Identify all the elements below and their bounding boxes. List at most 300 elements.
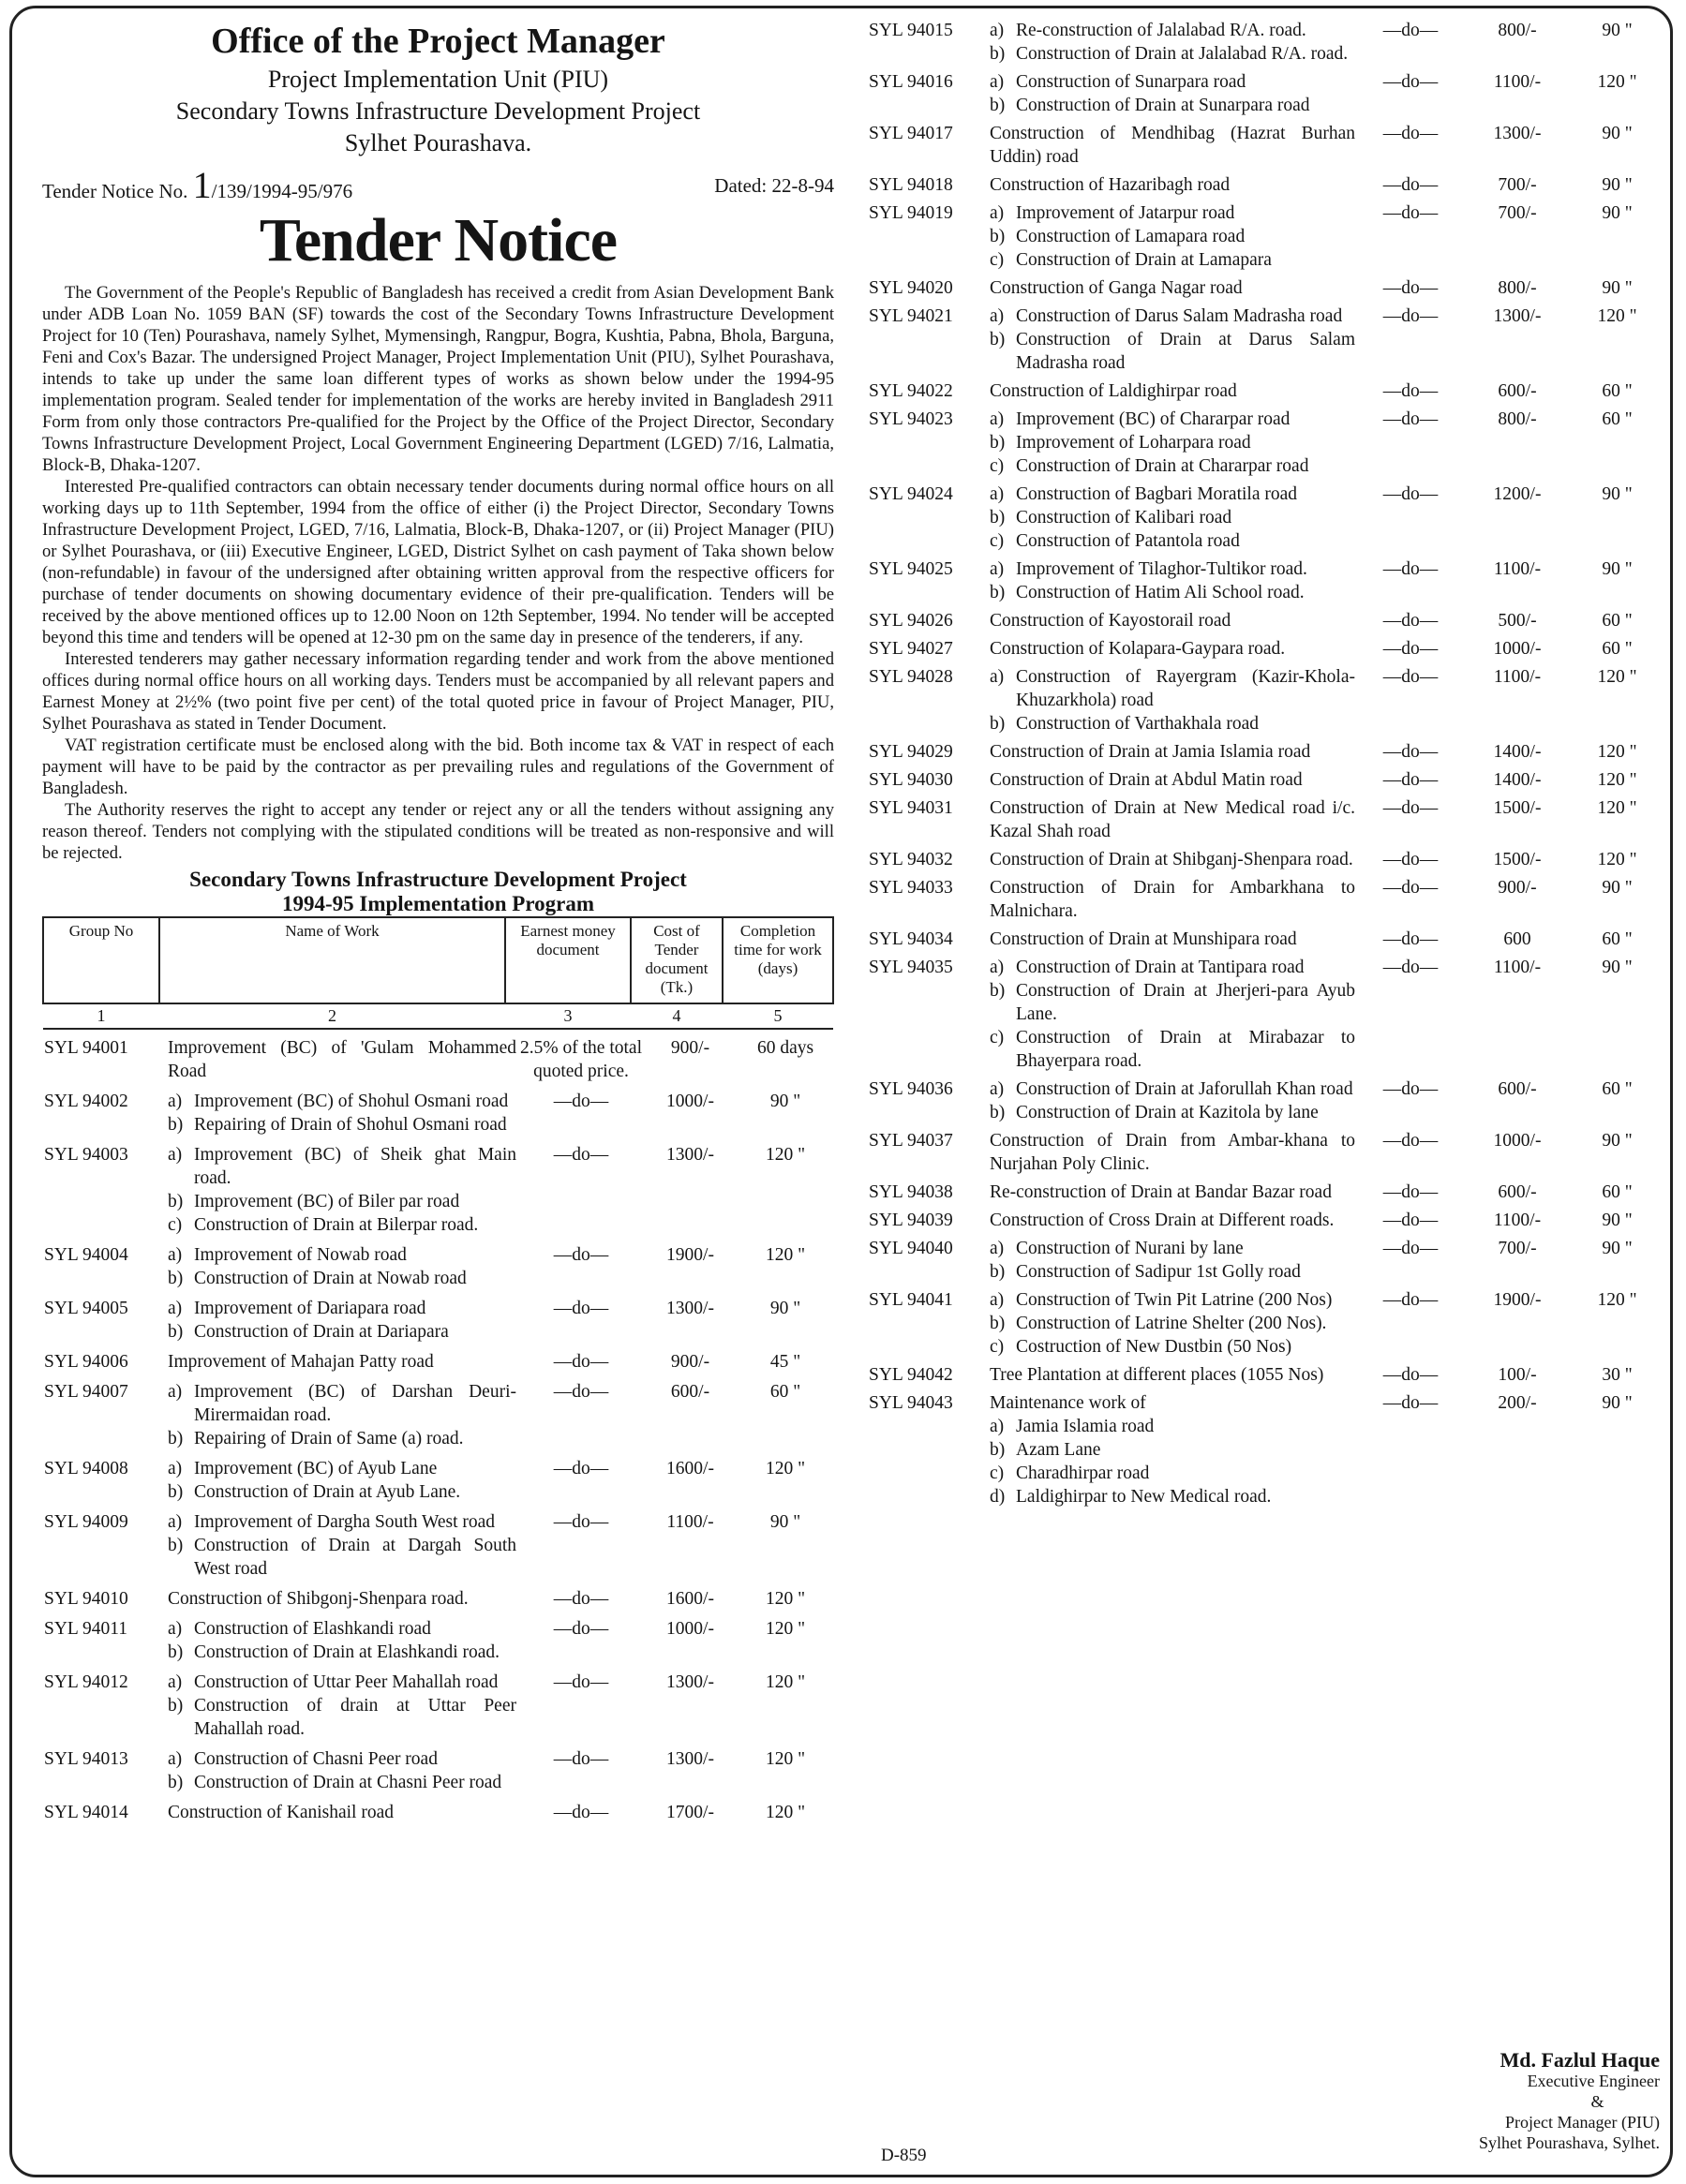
earnest-money: —do— (1382, 306, 1439, 326)
item-letter: b) (990, 1314, 1006, 1333)
earnest-money: —do— (553, 1619, 609, 1639)
work-item (990, 1485, 1355, 1508)
completion-time: 60 " (1602, 1182, 1633, 1202)
work-name (988, 792, 1357, 843)
item-text: Construction of Drain at Elashkandi road. (194, 1642, 500, 1662)
item-letter: c) (990, 1028, 1005, 1047)
program-title: Secondary Towns Infrastructure Development Project 1994-95 Implementation Program (189, 868, 687, 915)
item-text: Construction of Drain at Jamia Islamia road (990, 742, 1311, 762)
completion-time: 60 days (756, 1038, 814, 1058)
item-text: Construction of Ganga Nagar road (990, 278, 1243, 298)
item-text: Improvement (BC) of Shohul Osmani road (194, 1092, 509, 1111)
work-item (990, 581, 1355, 604)
item-text: Construction of Bagbari Moratila road (1016, 484, 1298, 504)
group-number: SYL 94012 (44, 1672, 128, 1692)
work-item (990, 1129, 1355, 1176)
item-text: Construction of Uttar Peer Mahallah road (194, 1672, 499, 1692)
work-item (990, 1363, 1355, 1387)
completion-time: 90 " (1602, 175, 1633, 195)
item-text: Construction of Drain at Sunarpara road (1016, 96, 1310, 115)
tender-cost: 600 (1503, 929, 1531, 949)
ad-code: D-859 (881, 2146, 927, 2165)
col-header-time: Completion time for work (days) (723, 917, 833, 1003)
right-column (867, 14, 1664, 1508)
completion-time: 120 " (1597, 72, 1637, 92)
item-text: Construction of Lamapara road (1016, 227, 1246, 246)
tender-date: Dated: 22-8-94 (714, 174, 834, 197)
tender-cost: 900/- (670, 1038, 710, 1058)
completion-time: 90 " (1602, 559, 1633, 579)
table-row (867, 871, 1664, 923)
item-text: Jamia Islamia road (1016, 1417, 1155, 1436)
item-letter: b) (990, 330, 1006, 349)
earnest-money: 2.5% of the total quoted price. (520, 1038, 642, 1081)
item-text: Construction of Shibgonj-Shenpara road. (168, 1589, 469, 1609)
col-number: 1 (43, 1003, 159, 1029)
work-item (990, 201, 1355, 225)
work-item (168, 1480, 516, 1504)
item-letter: a) (990, 667, 1005, 687)
item-letter: a) (168, 1245, 183, 1265)
completion-time: 120 " (765, 1672, 806, 1692)
item-letter: b) (990, 227, 1006, 246)
project-title: Secondary Towns Infrastructure Development Project (175, 97, 701, 125)
work-item (168, 1427, 516, 1450)
earnest-money: —do— (1382, 21, 1439, 40)
work-name (988, 169, 1357, 197)
work-item (168, 1243, 516, 1267)
group-number: SYL 94010 (44, 1589, 128, 1609)
completion-time: 90 " (1602, 278, 1633, 298)
tender-cost: 1300/- (666, 1145, 714, 1165)
table-row (867, 951, 1664, 1073)
item-letter: b) (990, 583, 1006, 602)
work-name (988, 553, 1357, 604)
tender-cost: 600/- (1498, 1182, 1537, 1202)
group-number: SYL 94002 (44, 1092, 128, 1111)
earnest-money: —do— (1382, 639, 1439, 659)
item-letter: b) (990, 1103, 1006, 1122)
work-item (168, 1587, 516, 1611)
work-item (990, 637, 1355, 661)
completion-time: 30 " (1602, 1365, 1633, 1385)
item-text: Construction of Drain at Darus Salam Madrasha road (1016, 330, 1355, 373)
item-letter: b) (168, 1269, 184, 1288)
completion-time: 60 " (1602, 929, 1633, 949)
work-name (988, 117, 1357, 169)
earnest-money: —do— (553, 1245, 609, 1265)
tender-cost: 900/- (1498, 878, 1537, 898)
col-number: 4 (631, 1003, 723, 1029)
work-item (990, 712, 1355, 735)
col-number: 5 (723, 1003, 833, 1029)
group-number: SYL 94003 (44, 1145, 128, 1165)
completion-time: 90 " (769, 1092, 801, 1111)
work-item (990, 1438, 1355, 1462)
item-letter: b) (990, 508, 1006, 527)
completion-time: 120 " (1597, 742, 1637, 762)
item-text: Improvement (BC) of Biler par road (194, 1192, 460, 1211)
item-text: Construction of Mendhibag (Hazrat Burhan Uddin) road (990, 124, 1355, 167)
tender-cost: 1100/- (1493, 559, 1542, 579)
tender-number: Tender Notice No. 1/139/1994-95/976 (42, 164, 353, 206)
item-text: Azam Lane (1016, 1440, 1101, 1460)
notice-body (42, 282, 834, 864)
item-letter: a) (168, 1749, 183, 1769)
table-row (867, 66, 1664, 117)
item-text: Construction of drain at Uttar Peer Mahallah road. (194, 1696, 516, 1739)
item-text: Construction of Varthakhala road (1016, 714, 1260, 734)
completion-time: 120 " (1597, 770, 1637, 790)
item-letter: a) (990, 72, 1005, 92)
completion-time: 90 " (1602, 1131, 1633, 1151)
col-header-cost: Cost of Tender document (Tk.) (631, 917, 723, 1003)
work-item (990, 876, 1355, 923)
earnest-money: —do— (1382, 667, 1439, 687)
tender-number-row (42, 163, 834, 207)
work-name (988, 66, 1357, 117)
program-table-left (42, 1030, 834, 1824)
table-row (867, 1073, 1664, 1124)
tender-cost: 800/- (1498, 409, 1537, 429)
earnest-money: —do— (553, 1299, 609, 1318)
item-text: Construction of Drain at Abdul Matin road (990, 770, 1303, 790)
table-row (42, 1450, 834, 1504)
group-number: SYL 94029 (869, 742, 953, 762)
item-letter: a) (990, 306, 1005, 326)
earnest-money: —do— (1382, 559, 1439, 579)
completion-time: 120 " (1597, 306, 1637, 326)
work-name (988, 1204, 1357, 1232)
work-item (168, 1771, 516, 1794)
table-row (867, 375, 1664, 403)
item-text: Construction of Latrine Shelter (200 Nos). (1016, 1314, 1327, 1333)
item-text: Construction of Twin Pit Latrine (200 Nos) (1016, 1290, 1333, 1310)
item-letter: a) (168, 1145, 183, 1165)
notice-paragraph: VAT registration certificate must be enclosed along with the bid. Both income tax & VAT in respect of each payment will have to be paid by the contractor as per prevailing rules and regulations of the Government of Bangladesh. (42, 735, 834, 798)
item-text: Construction of Cross Drain at Different roads. (990, 1211, 1335, 1230)
item-letter: a) (168, 1512, 183, 1532)
work-name (166, 1290, 518, 1344)
item-text: Construction of Drain at Bilerpar road. (194, 1215, 479, 1235)
earnest-money: —do— (553, 1145, 609, 1165)
tender-cost: 500/- (1498, 611, 1537, 631)
program-table-right (867, 14, 1664, 1508)
completion-time: 60 " (1602, 611, 1633, 631)
item-letter: d) (990, 1487, 1006, 1507)
item-text: Construction of Elashkandi road (194, 1619, 431, 1639)
tender-cost: 1700/- (666, 1803, 714, 1822)
group-number: SYL 94034 (869, 929, 953, 949)
item-letter: a) (168, 1092, 183, 1111)
item-text: Improvement (BC) of Darshan Deuri-Mirermaidan road. (194, 1382, 516, 1425)
completion-time: 120 " (765, 1803, 806, 1822)
item-letter: c) (168, 1215, 183, 1235)
work-name (988, 478, 1357, 553)
completion-time: 120 " (765, 1589, 806, 1609)
work-name (166, 1581, 518, 1611)
completion-time: 120 " (765, 1145, 806, 1165)
item-text: Improvement of Jatarpur road (1016, 203, 1235, 223)
group-number: SYL 94016 (869, 72, 953, 92)
item-letter: c) (990, 1463, 1005, 1483)
work-item (990, 557, 1355, 581)
work-item (168, 1380, 516, 1427)
completion-time: 60 " (769, 1382, 801, 1402)
earnest-money: —do— (553, 1352, 609, 1372)
earnest-money: —do— (1382, 611, 1439, 631)
tender-cost: 1300/- (1493, 306, 1542, 326)
tender-cost: 1300/- (666, 1299, 714, 1318)
signature-block (1479, 2050, 1660, 2153)
work-item (990, 768, 1355, 792)
tender-cost: 700/- (1498, 1239, 1537, 1258)
completion-time: 90 " (1602, 1393, 1633, 1413)
work-item (168, 1641, 516, 1664)
work-item (990, 1077, 1355, 1101)
item-text: Construction of Drain at Shibganj-Shenpara road. (990, 850, 1353, 869)
table-row (42, 1581, 834, 1611)
completion-time: 90 " (1602, 203, 1633, 223)
work-name (166, 1030, 518, 1083)
work-item (990, 848, 1355, 871)
completion-time: 90 " (1602, 1239, 1633, 1258)
item-letter: b) (990, 96, 1006, 115)
work-item (168, 1297, 516, 1320)
group-number: SYL 94039 (869, 1211, 953, 1230)
group-number: SYL 94014 (44, 1803, 128, 1822)
work-item (168, 1671, 516, 1694)
tender-cost: 1900/- (1493, 1290, 1542, 1310)
work-item (990, 94, 1355, 117)
work-item (990, 248, 1355, 272)
table-row (867, 300, 1664, 375)
item-text: Construction of Sadipur 1st Golly road (1016, 1262, 1301, 1282)
table-row (867, 553, 1664, 604)
table-row (867, 632, 1664, 661)
earnest-money: —do— (1382, 409, 1439, 429)
work-name (988, 604, 1357, 632)
item-text: Laldighirpar to New Medical road. (1016, 1487, 1272, 1507)
item-letter: b) (990, 714, 1006, 734)
earnest-money: —do— (1382, 124, 1439, 143)
item-letter: b) (990, 981, 1006, 1001)
work-item (990, 1101, 1355, 1124)
table-row (867, 735, 1664, 764)
earnest-money: —do— (553, 1589, 609, 1609)
item-text: Charadhirpar road (1016, 1463, 1150, 1483)
work-item (990, 173, 1355, 197)
work-item (168, 1617, 516, 1641)
group-number: SYL 94042 (869, 1365, 953, 1385)
work-item (990, 1260, 1355, 1284)
group-number: SYL 94026 (869, 611, 953, 631)
group-number: SYL 94036 (869, 1079, 953, 1099)
left-column (42, 19, 834, 1824)
completion-time: 60 " (1602, 1079, 1633, 1099)
group-number: SYL 94004 (44, 1245, 128, 1265)
earnest-money: —do— (1382, 798, 1439, 818)
item-text: Construction of Patantola road (1016, 531, 1240, 551)
work-item (990, 305, 1355, 328)
completion-time: 90 " (1602, 484, 1633, 504)
completion-time: 120 " (765, 1749, 806, 1769)
earnest-money: —do— (553, 1803, 609, 1822)
table-row (867, 1232, 1664, 1284)
item-text: Improvement of Mahajan Patty road (168, 1352, 434, 1372)
tender-cost: 1600/- (666, 1459, 714, 1478)
group-number: SYL 94027 (869, 639, 953, 659)
item-text: Improvement of Dariapara road (194, 1299, 426, 1318)
place-title: Sylhet Pourashava. (344, 129, 532, 156)
col-number: 3 (505, 1003, 631, 1029)
item-letter: c) (990, 456, 1005, 476)
work-item (168, 1350, 516, 1374)
table-row (867, 1204, 1664, 1232)
item-letter: a) (990, 1290, 1005, 1310)
completion-time: 120 " (765, 1619, 806, 1639)
item-text: Improvement of Nowab road (194, 1245, 407, 1265)
work-item (990, 1312, 1355, 1335)
item-text: Construction of Drain at Dargah South West road (194, 1536, 516, 1579)
signatory-name: Md. Fazlul Haque (1499, 2048, 1660, 2072)
notice-paragraph: Interested tenderers may gather necessary information regarding tender and work from the above mentioned offices during normal office hours on all working days. Tenders must be accompanied by all relevant papers and Earnest Money at 2½% (two point five per cent) of the total quoted price in favour of Project Manager, PIU, Sylhet Pourashava as stated in Tender Document. (42, 649, 834, 734)
earnest-money: —do— (553, 1749, 609, 1769)
table-row (867, 764, 1664, 792)
item-text: Repairing of Drain of Shohul Osmani road (194, 1115, 507, 1135)
group-number: SYL 94035 (869, 958, 953, 977)
work-item (168, 1320, 516, 1344)
work-name (166, 1611, 518, 1664)
work-item (990, 506, 1355, 529)
work-name (166, 1504, 518, 1581)
work-item (990, 379, 1355, 403)
work-name (166, 1344, 518, 1374)
earnest-money: —do— (1382, 929, 1439, 949)
item-letter: a) (990, 21, 1005, 40)
notice-paragraph: Interested Pre-qualified contractors can obtain necessary tender documents during normal office hours on all working days up to 11th September, 1994 from the office of either (i) the Project Director, Secondary Towns Infrastructure Development Project, LGED, 7/16, Lalmatia, Block-B, Dhaka-1207, or (ii) Project Manager (PIU) or Sylhet Pourashava, or (iii) Executive Engineer, LGED, District Sylhet on cash payment of Taka shown below (non-refundable) in favour of the undersigned after obtaining written approval from the respective officers for purchase of tender documents on showing documentary evidence of their pre-qualification. Tenders will be received by the above mentioned offices up to 12.00 Noon on 12th September, 1994. No tender will be accepted beyond this time and tenders will be opened at 12-30 pm on the same day in presence of the tenderers, if any. (42, 477, 834, 647)
unit-title: Project Implementation Unit (PIU) (267, 66, 609, 93)
completion-time: 120 " (1597, 1290, 1637, 1310)
notice-title: Tender Notice (259, 206, 618, 275)
work-item (990, 1209, 1355, 1232)
completion-time: 90 " (769, 1299, 801, 1318)
item-text: Maintenance work of (990, 1393, 1146, 1413)
work-name (988, 871, 1357, 923)
item-text: Construction of Drain at Nowab road (194, 1269, 467, 1288)
group-number: SYL 94022 (869, 381, 953, 401)
table-row (867, 923, 1664, 951)
item-text: Tree Plantation at different places (1055 Nos) (990, 1365, 1324, 1385)
work-name (988, 951, 1357, 1073)
table-row (42, 1664, 834, 1741)
earnest-money: —do— (1382, 958, 1439, 977)
group-number: SYL 94025 (869, 559, 953, 579)
notice-paragraph: The Government of the People's Republic of Bangladesh has received a credit from Asian Development Bank under ADB Loan No. 1059 BAN (SF) towards the cost of the Secondary Towns Infrastructure Development Project for 10 (Ten) Pourashava, namely Sylhet, Mymensingh, Rangpur, Bogra, Kushtia, Pabna, Bhola, Barguna, Feni and Cox's Bazar. The undersigned Project Manager, Project Implementation Unit (PIU), Sylhet Pourashava, intends to take up under the same loan different types of works as shown below under the 1994-95 implementation program. Sealed tender for implementation of the works are hereby invited in Bangladesh 2911 Form from only those contractors Pre-qualified for the Project by the Office of the Project Director, Secondary Towns Infrastructure Development Project, Local Government Engineering Department (LGED) 7/16, Lalmatia, Block-B, Dhaka-1207. (42, 283, 834, 475)
earnest-money: —do— (1382, 878, 1439, 898)
item-text: Construction of Drain at Tantipara road (1016, 958, 1305, 977)
table-row (867, 1124, 1664, 1176)
item-letter: b) (168, 1696, 184, 1716)
work-name (988, 764, 1357, 792)
work-item (168, 1113, 516, 1137)
col-header-group: Group No (43, 917, 159, 1003)
table-row (867, 1176, 1664, 1204)
table-row (867, 792, 1664, 843)
work-item (990, 1391, 1355, 1415)
work-item (990, 1415, 1355, 1438)
item-letter: a) (168, 1459, 183, 1478)
work-item (168, 1534, 516, 1581)
table-row (867, 403, 1664, 478)
item-letter: a) (990, 1239, 1005, 1258)
work-name (988, 197, 1357, 272)
tender-cost: 1400/- (1493, 742, 1542, 762)
earnest-money: —do— (1382, 1211, 1439, 1230)
item-text: Construction of Hazaribagh road (990, 175, 1231, 195)
work-item (990, 609, 1355, 632)
earnest-money: —do— (1382, 1239, 1439, 1258)
col-number: 2 (159, 1003, 505, 1029)
work-item (168, 1190, 516, 1213)
work-item (990, 431, 1355, 454)
work-item (990, 42, 1355, 66)
earnest-money: —do— (1382, 1131, 1439, 1151)
work-item (990, 225, 1355, 248)
work-item (168, 1036, 516, 1083)
work-item (990, 1237, 1355, 1260)
table-row (867, 117, 1664, 169)
completion-time: 90 " (1602, 124, 1633, 143)
work-name (166, 1083, 518, 1137)
table-row (867, 478, 1664, 553)
item-text: Improvement (BC) of Chararpar road (1016, 409, 1291, 429)
group-number: SYL 94020 (869, 278, 953, 298)
group-number: SYL 94015 (869, 21, 953, 40)
item-letter: a) (168, 1672, 183, 1692)
work-name (988, 661, 1357, 735)
item-letter: b) (168, 1536, 184, 1555)
tender-cost: 1100/- (1493, 1211, 1542, 1230)
group-number: SYL 94009 (44, 1512, 128, 1532)
group-number: SYL 94028 (869, 667, 953, 687)
tender-cost: 200/- (1498, 1393, 1537, 1413)
item-letter: a) (168, 1299, 183, 1318)
item-text: Construction of Sunarpara road (1016, 72, 1246, 92)
item-text: Construction of Drain at Jherjeri-para Ayub Lane. (1016, 981, 1355, 1024)
item-text: Construction of Drain at Dariapara (194, 1322, 449, 1342)
table-row (867, 1387, 1664, 1508)
table-row (42, 1344, 834, 1374)
item-text: Improvement (BC) of 'Gulam Mohammed Road (168, 1038, 516, 1081)
completion-time: 120 " (1597, 798, 1637, 818)
work-name (988, 300, 1357, 375)
work-item (168, 1143, 516, 1190)
tender-cost: 700/- (1498, 203, 1537, 223)
work-item (990, 1335, 1355, 1359)
item-letter: a) (168, 1382, 183, 1402)
item-letter: b) (168, 1115, 184, 1135)
item-letter: c) (990, 250, 1005, 270)
item-letter: a) (990, 1079, 1005, 1099)
earnest-money: —do— (1382, 1290, 1439, 1310)
item-text: Improvement of Tilaghor-Tultikor road. (1016, 559, 1307, 579)
signatory-title-2: Project Manager (PIU) (1505, 2113, 1660, 2132)
item-text: Repairing of Drain of Same (a) road. (194, 1429, 464, 1449)
tender-cost: 1000/- (666, 1619, 714, 1639)
item-letter: c) (990, 1337, 1005, 1357)
table-row (42, 1083, 834, 1137)
